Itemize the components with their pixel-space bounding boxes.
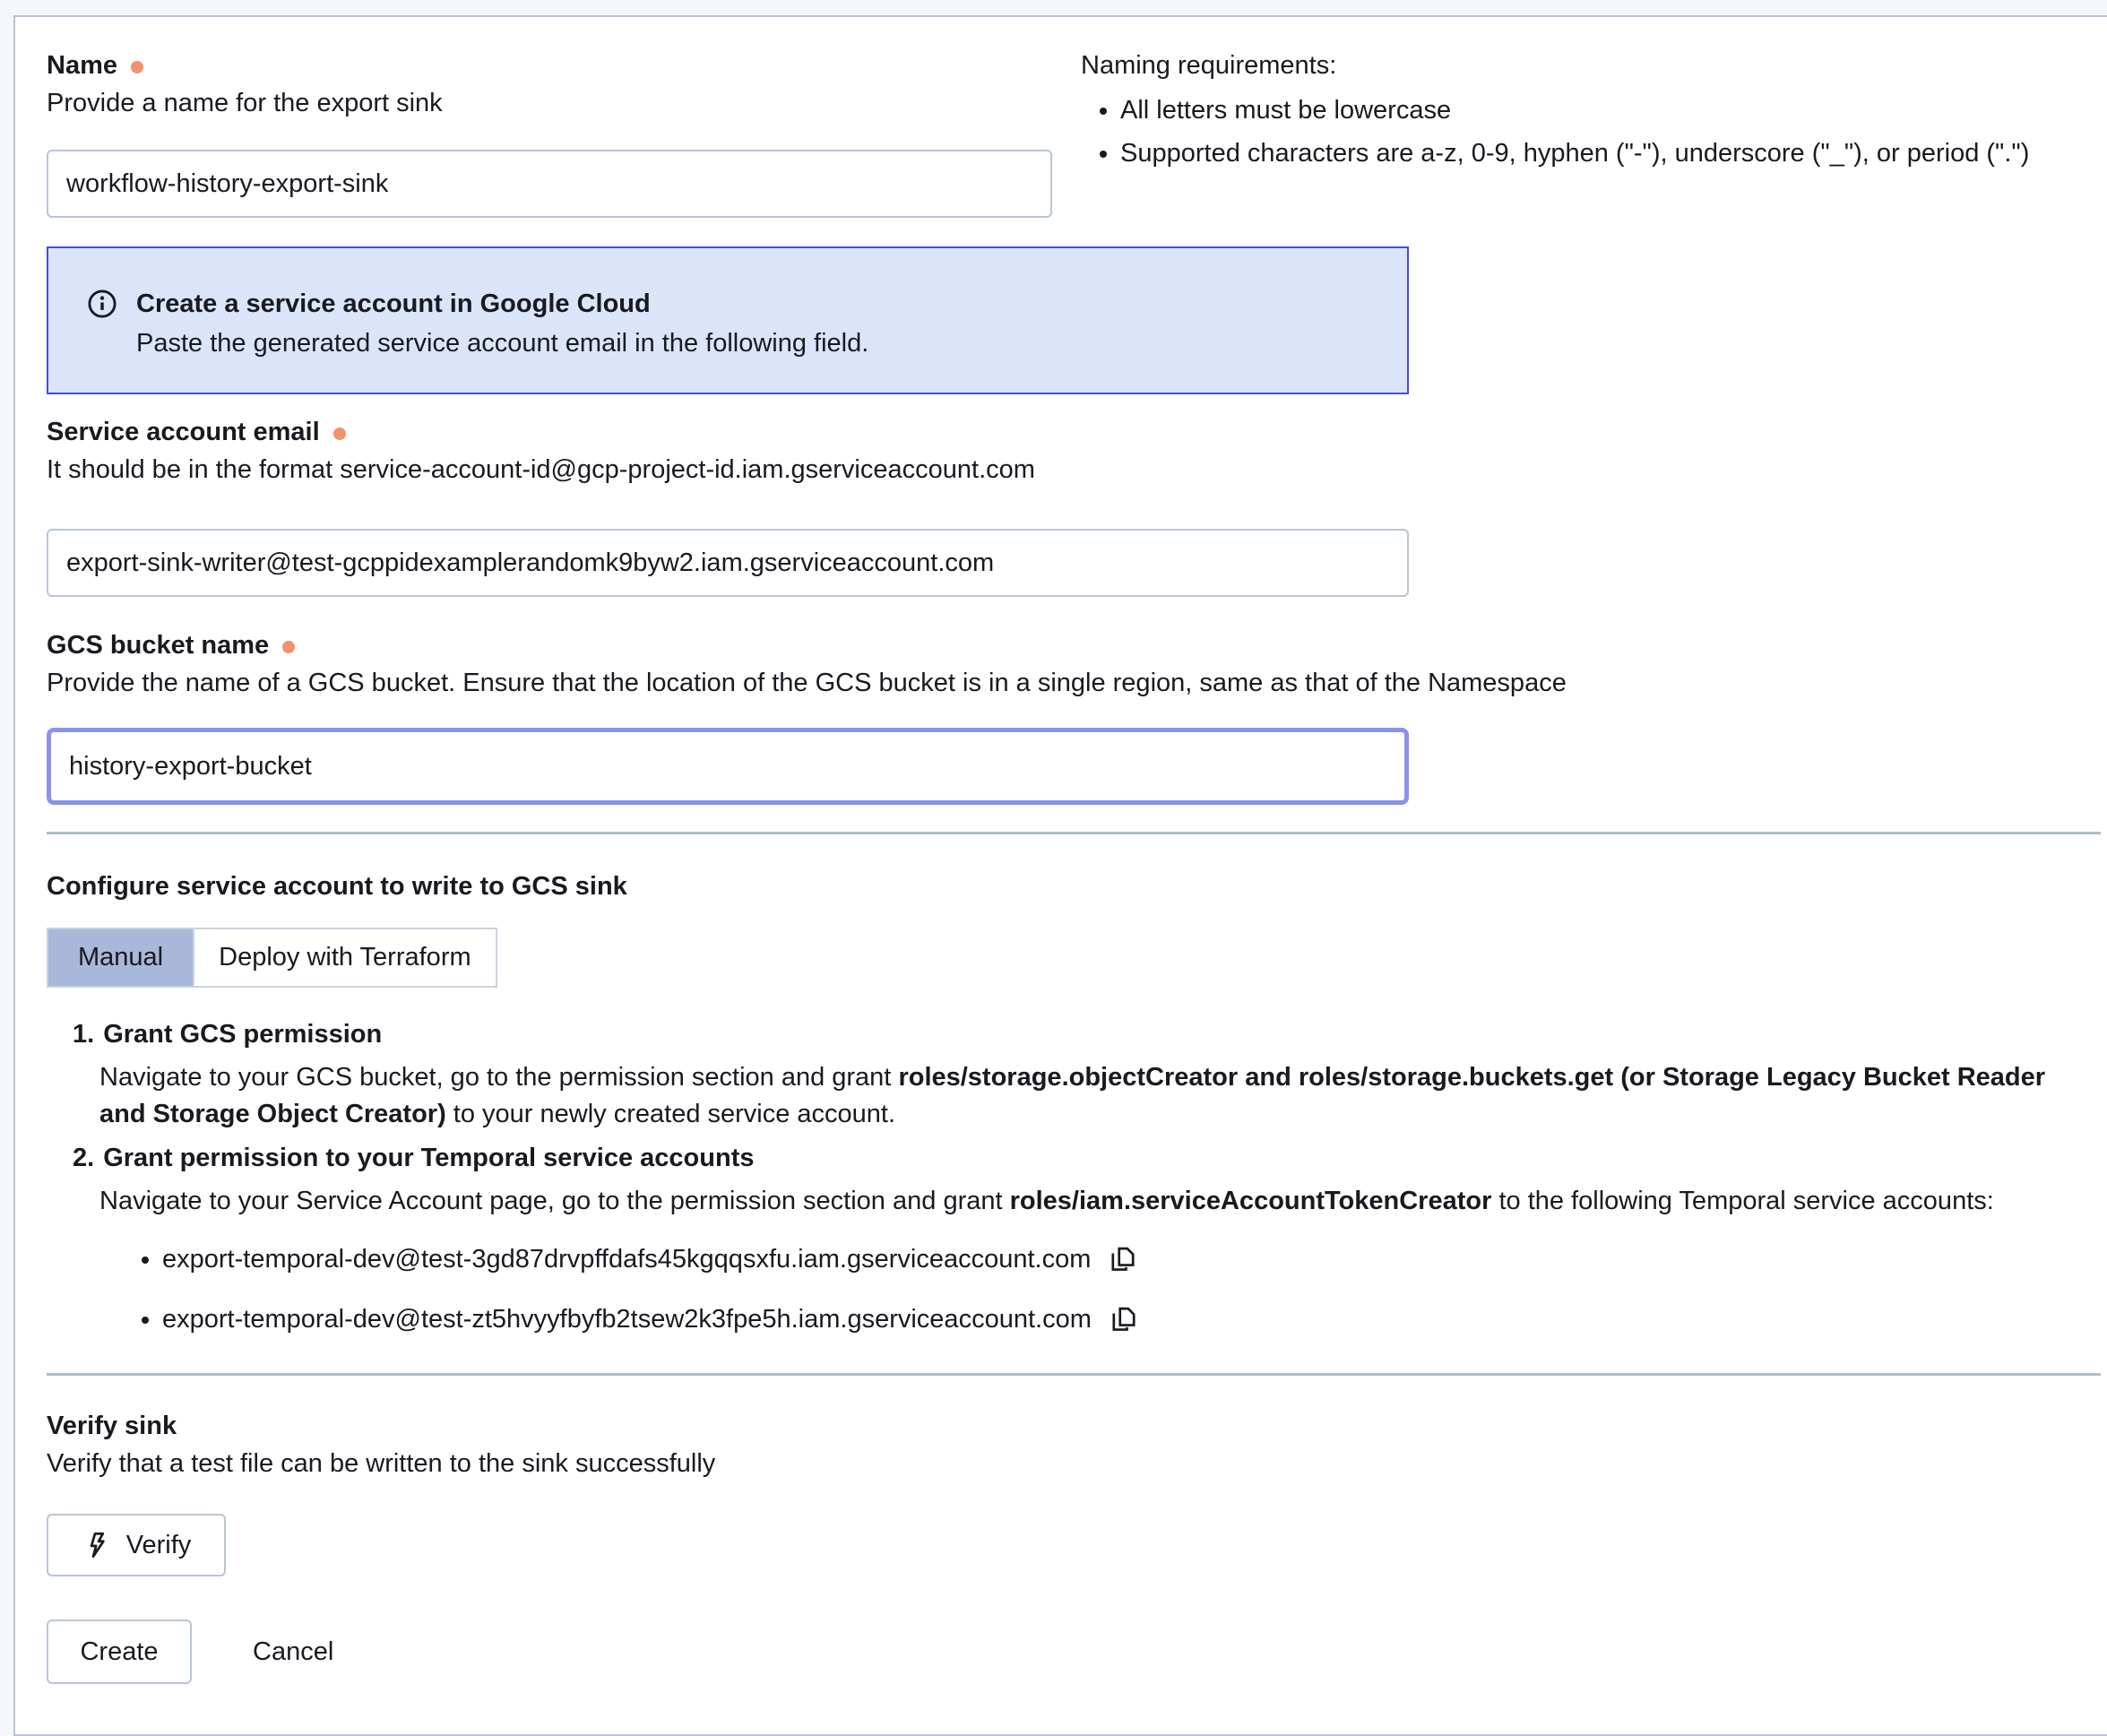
lightning-bolt-icon [82,1530,112,1560]
gcs-bucket-name-input[interactable] [47,728,1409,805]
tab-deploy-with-terraform[interactable]: Deploy with Terraform [193,929,496,986]
temporal-service-account-item [162,1241,2077,1277]
step-grant-temporal-permission [73,1140,2077,1337]
step-desc-roles: roles/iam.serviceAccountTokenCreator [1009,1187,1492,1215]
verify-sink-title: Verify sink [47,1412,177,1440]
naming-requirements-title: Naming requirements: [1081,51,1337,80]
service-account-row [162,1301,1138,1337]
step-desc-text: Navigate to your Service Account page, go to the permission section and grant [99,1187,1010,1215]
naming-requirement-item: • All letters must be lowercase [1120,92,2077,128]
form-actions [47,1619,2077,1684]
step-description [99,1059,2089,1133]
create-button[interactable]: Create [47,1619,192,1684]
temporal-service-account-email: • export-temporal-dev@test-3gd87drvpffdafs45kgqqsxfu.iam.gserviceaccount.com [162,1245,1092,1274]
gcs-bucket-name-hint: Provide the name of a GCS bucket. Ensure that the location of the GCS bucket is in a single region, same as that of the Namespace [47,669,1567,697]
naming-requirement-item: • Supported characters are a-z, 0-9, hyphen ("-"), underscore ("_"), or period (".") [1120,135,2077,171]
copy-icon [1109,1244,1137,1274]
step-desc-text: to the following Temporal service accounts: [1491,1187,1994,1215]
copy-icon [1110,1304,1138,1334]
gcs-bucket-name-label: GCS bucket name [47,631,270,660]
name-label-row [47,48,1052,83]
step-title: Grant GCS permission [103,1020,383,1049]
top-row [47,48,2077,218]
step-description [99,1183,2089,1220]
temporal-service-account-item [162,1301,2077,1337]
step-grant-gcs-permission [73,1016,2077,1133]
copy-service-account-button[interactable] [1110,1304,1138,1334]
info-circle-icon [86,288,118,320]
gcs-bucket-label-row [47,627,2077,663]
section-divider [47,1373,2101,1376]
info-banner-description: Paste the generated service account email in the following field. [136,329,869,358]
step-number: 2. [73,1144,95,1172]
verify-button-label: Verify [125,1530,192,1559]
instruction-steps [73,1016,2077,1337]
export-sink-form-panel [13,15,2107,1736]
step-title-row [73,1140,2077,1176]
form-content [15,17,2077,1684]
required-indicator [282,641,295,653]
step-desc-roles: roles/storage.objectCreator and roles/storage.buckets.get (or Storage Legacy Bucket Reader and Storage Object Creator) [99,1063,2046,1128]
info-banner-text [136,286,868,361]
info-banner-title: Create a service account in Google Cloud [136,289,651,318]
verify-sink-label-row [47,1408,2077,1444]
name-field-group [47,48,1052,218]
service-account-email-input[interactable] [47,529,1409,597]
temporal-service-account-list [162,1241,2077,1337]
step-number: 1. [73,1020,95,1049]
info-banner [47,246,1409,394]
naming-requirements [1081,48,2077,171]
tab-manual[interactable]: Manual [48,929,193,986]
naming-requirements-list [1081,92,2077,171]
service-account-email-label: Service account email [47,418,320,446]
name-label: Name [47,51,117,80]
step-title: Grant permission to your Temporal service accounts [103,1144,755,1172]
step-desc-text: Navigate to your GCS bucket, go to the permission section and grant [99,1063,899,1092]
name-input[interactable] [47,150,1052,218]
configure-section-title: Configure service account to write to GCS sink [47,872,627,901]
name-hint: Provide a name for the export sink [47,89,443,117]
deploy-method-tabs [47,928,497,988]
required-indicator [131,61,143,73]
required-indicator [333,428,346,440]
copy-service-account-button[interactable] [1109,1244,1137,1274]
service-account-email-hint: It should be in the format service-account-id@gcp-project-id.iam.gserviceaccount.com [47,455,1035,484]
step-title-row [73,1016,2077,1052]
verify-button[interactable] [47,1514,226,1576]
service-account-label-row [47,414,2077,450]
verify-sink-hint: Verify that a test file can be written to the sink successfully [47,1449,716,1478]
cancel-button[interactable]: Cancel [253,1637,334,1666]
temporal-service-account-email: • export-temporal-dev@test-zt5hvyyfbyfb2tsew2k3fpe5h.iam.gserviceaccount.com [162,1305,1092,1334]
section-divider [47,832,2101,834]
step-desc-text: to your newly created service account. [445,1100,896,1128]
service-account-row [162,1241,1137,1277]
